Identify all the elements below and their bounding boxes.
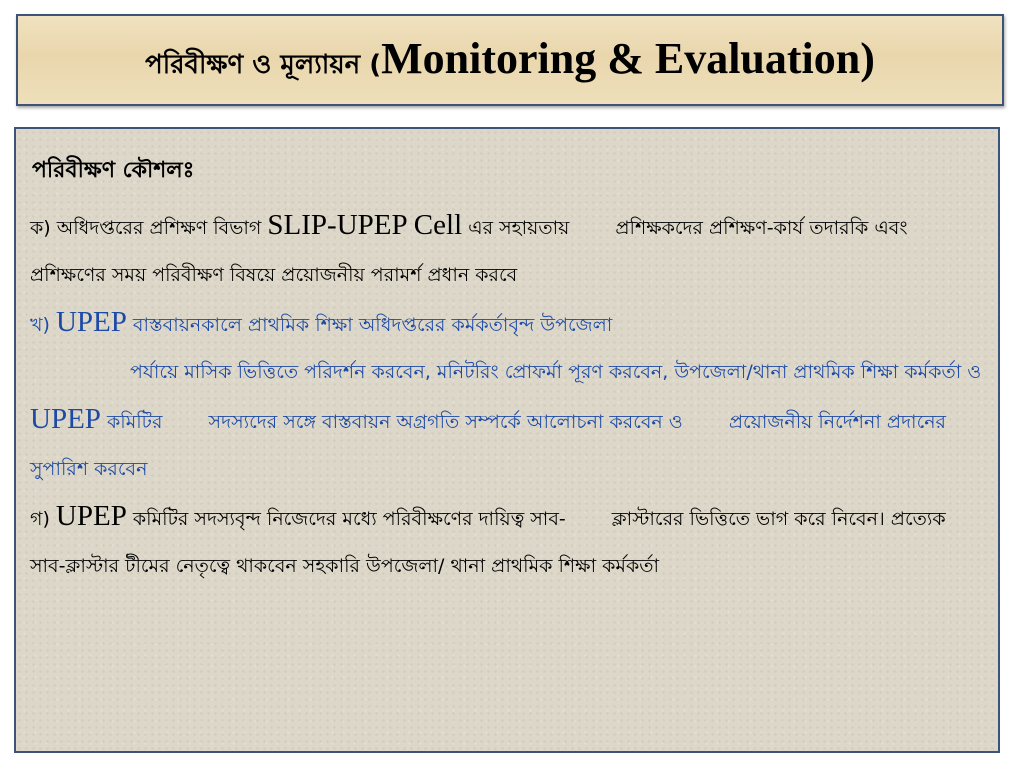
point-kha-part4: সদস্যদের সঙ্গে বাস্তবায়ন অগ্রগতি সম্পর্কে আলোচনা করবেন ও	[208, 411, 689, 433]
point-ga-part2: ক্লাস্টারের ভিত্তিতে ভাগ করে নিবেন। প্রত্যেক সাব-ক্লাস্টার টীমের নেতৃত্বে থাকবেন সহকারি উপজেলা/ থানা প্রাথমিক শিক্ষা কর্মকর্তা	[30, 508, 946, 577]
slide-title	[145, 33, 875, 88]
point-ka	[30, 202, 984, 299]
point-kha-part2: পর্যায়ে মাসিক ভিত্তিতে পরিদর্শন করবেন, মনিটরিং প্রোফর্মা পূরণ করবেন, উপজেলা/থানা প্রাথমিক শিক্ষা কর্মকর্তা ও	[130, 361, 982, 383]
point-ka-english: SLIP-UPEP Cell	[267, 209, 463, 241]
content-panel	[14, 127, 1000, 753]
point-ka-prefix: ক) অধিদপ্তরের প্রশিক্ষণ বিভাগ	[30, 217, 268, 239]
point-kha-part1: বাস্তবায়নকালে প্রাথমিক শিক্ষা অধিদপ্তরের কর্মকর্তাবৃন্দ উপজেলা	[126, 314, 613, 336]
point-kha-english-2: UPEP	[30, 403, 101, 435]
title-english: Monitoring & Evaluation)	[381, 33, 875, 83]
point-kha-part3: কমিটির	[100, 411, 169, 433]
point-kha-prefix: খ)	[30, 314, 56, 336]
point-kha	[30, 299, 984, 493]
title-bangla: পরিবীক্ষণ ও মূল্যায়ন (	[145, 49, 382, 80]
section-heading: পরিবীক্ষণ কৌশলঃ	[32, 158, 195, 183]
point-ka-rest2: প্রশিক্ষকদের প্রশিক্ষণ-কার্য তদারকি এবং প্রশিক্ষণের সময় পরিবীক্ষণ বিষয়ে প্রয়োজনীয় পরামর্শ প্রধান করবে	[30, 217, 908, 286]
point-ka-rest1: এর সহায়তায়	[462, 217, 576, 239]
point-kha-english-1: UPEP	[55, 306, 127, 338]
slide-title-box	[16, 14, 1004, 106]
point-ga-prefix: গ)	[30, 508, 56, 530]
point-ga-part1: কমিটির সদস্যবৃন্দ নিজেদের মধ্যে পরিবীক্ষণের দায়িত্ব সাব-	[126, 508, 572, 530]
point-ga	[30, 493, 984, 590]
point-kha-part5: প্রয়োজনীয় নির্দেশনা প্রদানের সুপারিশ করবেন	[30, 411, 946, 480]
point-ga-english: UPEP	[55, 500, 127, 532]
